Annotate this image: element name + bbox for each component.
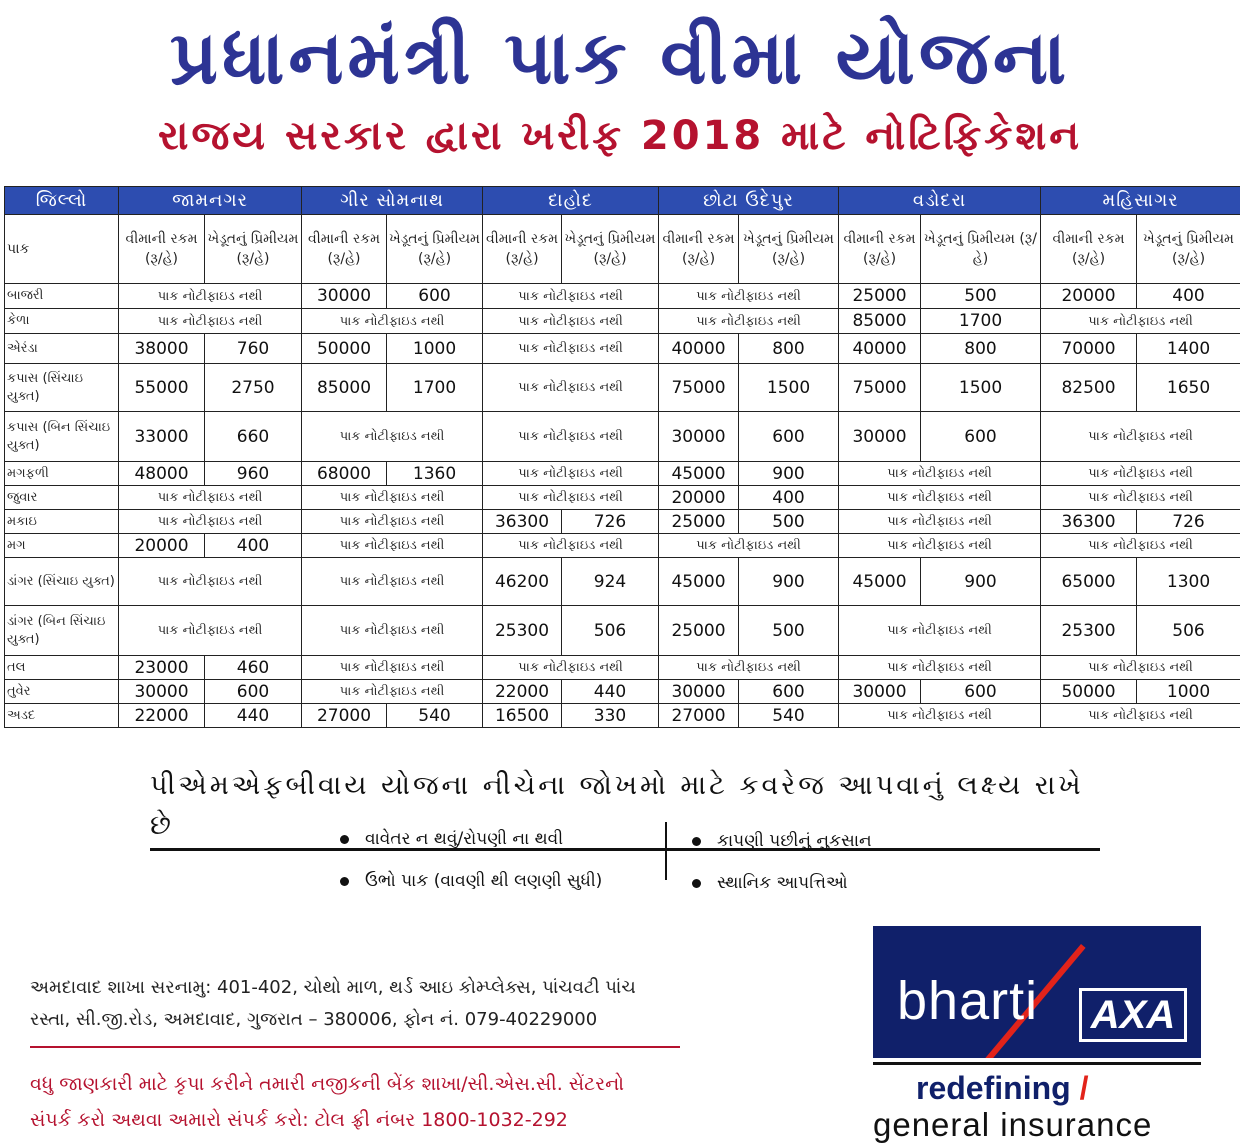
tagline-redefining: redefining / (916, 1070, 1089, 1106)
not-notified-cell: પાક નોટીફાઇડ નથી (302, 309, 483, 334)
value-cell: 33000 (119, 412, 205, 462)
not-notified-cell: પાક નોટીફાઇડ નથી (483, 462, 659, 486)
value-cell: 600 (205, 680, 302, 704)
value-cell: 1360 (387, 462, 483, 486)
value-cell: 23000 (119, 656, 205, 680)
not-notified-cell: પાક નોટીફાઇડ નથી (483, 284, 659, 309)
table-row (5, 606, 1240, 656)
table-row (5, 656, 1240, 680)
crop-name: એરંડા (5, 334, 119, 364)
premium-header: ખેડૂતનું પ્રિમીયમ (રૂ/હે) (205, 215, 302, 284)
value-cell: 30000 (839, 680, 921, 704)
not-notified-cell: પાક નોટીફાઇડ નથી (839, 606, 1041, 656)
not-notified-cell: પાક નોટીફાઇડ નથી (119, 284, 302, 309)
logo-bharti-text: bharti (897, 971, 1039, 1031)
district-dahod: દાહોદ (483, 187, 659, 215)
value-cell: 85000 (839, 309, 921, 334)
not-notified-cell: પાક નોટીફાઇડ નથી (483, 656, 659, 680)
sum-insured-header: વીમાની રકમ (રૂ/હે) (119, 215, 205, 284)
value-cell: 600 (387, 284, 483, 309)
not-notified-cell: પાક નોટીફાઇડ નથી (839, 510, 1041, 534)
value-cell: 36300 (1041, 510, 1137, 534)
contact-info: વધુ જાણકારી માટે કૃપા કરીને તમારી નજીકની બેંક શાખા/સી.એસ.સી. સેંટરનો સંપર્ક કરો અથવા અમારો સંપર્ક કરો: ટોલ ફ્રી નંબર 1800-1032-292 (30, 1073, 624, 1131)
table-row (5, 412, 1240, 462)
not-notified-cell: પાક નોટીફાઇડ નથી (302, 486, 483, 510)
value-cell: 55000 (119, 364, 205, 412)
not-notified-cell: પાક નોટીફાઇડ નથી (1041, 309, 1240, 334)
value-cell: 600 (739, 412, 839, 462)
value-cell: 70000 (1041, 334, 1137, 364)
not-notified-cell: પાક નોટીફાઇડ નથી (483, 534, 659, 558)
not-notified-cell: પાક નોટીફાઇડ નથી (1041, 704, 1240, 728)
district-chhota-udepur: છોટા ઉદેપુર (659, 187, 839, 215)
value-cell: 660 (205, 412, 302, 462)
district-mahisagar: મહિસાગર (1041, 187, 1240, 215)
crop-name: મગફળી (5, 462, 119, 486)
not-notified-cell: પાક નોટીફાઇડ નથી (119, 510, 302, 534)
logo-underline (873, 1062, 1201, 1065)
value-cell: 1650 (1137, 364, 1240, 412)
logo-axa-text: AXA (1079, 988, 1187, 1042)
value-cell: 900 (739, 462, 839, 486)
crop-name: મકાઇ (5, 510, 119, 534)
value-cell: 50000 (1041, 680, 1137, 704)
table-row (5, 534, 1240, 558)
tagline-general-insurance: general insurance (873, 1106, 1153, 1143)
value-cell: 1700 (921, 309, 1041, 334)
value-cell: 20000 (1041, 284, 1137, 309)
value-cell: 36300 (483, 510, 562, 534)
district-gir-somnath: ગીર સોમનાથ (302, 187, 483, 215)
not-notified-cell: પાક નોટીફાઇડ નથી (483, 309, 659, 334)
premium-header: ખેડૂતનું પ્રિમીયમ (રૂ/હે) (562, 215, 659, 284)
district-vadodara: વડોદરા (839, 187, 1041, 215)
not-notified-cell: પાક નોટીફાઇડ નથી (659, 284, 839, 309)
bharti-axa-logo (873, 926, 1201, 1058)
not-notified-cell: પાક નોટીફાઇડ નથી (119, 606, 302, 656)
value-cell: 1700 (387, 364, 483, 412)
value-cell: 330 (562, 704, 659, 728)
not-notified-cell: પાક નોટીફાઇડ નથી (483, 486, 659, 510)
coverage-divider (665, 822, 667, 880)
district-jamnagar: જામનગર (119, 187, 302, 215)
subheader-row (5, 215, 1240, 284)
value-cell: 25000 (659, 510, 739, 534)
value-cell: 506 (1137, 606, 1240, 656)
table-row (5, 486, 1240, 510)
value-cell: 440 (205, 704, 302, 728)
crop-name: કપાસ (બિન સિંચાઇ યુક્ત) (5, 412, 119, 462)
premium-header: ખેડૂતનું પ્રિમીયમ (રૂ/હે) (739, 215, 839, 284)
crop-name: કેળા (5, 309, 119, 334)
sum-insured-header: વીમાની રકમ (રૂ/હે) (659, 215, 739, 284)
value-cell: 2750 (205, 364, 302, 412)
table-row (5, 680, 1240, 704)
value-cell: 1400 (1137, 334, 1240, 364)
not-notified-cell: પાક નોટીફાઇડ નથી (1041, 486, 1240, 510)
not-notified-cell: પાક નોટીફાઇડ નથી (1041, 412, 1240, 462)
bullet-icon (692, 837, 701, 846)
page-subtitle: રાજય સરકાર દ્વારા ખરીફ 2018 માટે નોટિફિકેશન (157, 113, 1083, 159)
value-cell: 48000 (119, 462, 205, 486)
table-row (5, 558, 1240, 606)
not-notified-cell: પાક નોટીફાઇડ નથી (839, 534, 1041, 558)
coverage-item: ઉભો પાક (વાવણી થી લણણી સુધી) (340, 860, 660, 902)
not-notified-cell: પાક નોટીફાઇડ નથી (302, 412, 483, 462)
coverage-list-left (340, 818, 660, 902)
value-cell: 1500 (739, 364, 839, 412)
value-cell: 800 (921, 334, 1041, 364)
value-cell: 38000 (119, 334, 205, 364)
premium-header: ખેડૂતનું પ્રિમીયમ (રૂ/હે) (387, 215, 483, 284)
value-cell: 20000 (119, 534, 205, 558)
not-notified-cell: પાક નોટીફાઇડ નથી (302, 606, 483, 656)
value-cell: 27000 (659, 704, 739, 728)
table-row (5, 462, 1240, 486)
not-notified-cell: પાક નોટીફાઇડ નથી (483, 412, 659, 462)
footer-divider (30, 1046, 680, 1048)
value-cell: 400 (1137, 284, 1240, 309)
value-cell: 900 (921, 558, 1041, 606)
coverage-item: કાપણી પછીનું નુકસાન (692, 820, 992, 862)
bullet-icon (340, 835, 349, 844)
not-notified-cell: પાક નોટીફાઇડ નથી (839, 462, 1041, 486)
not-notified-cell: પાક નોટીફાઇડ નથી (1041, 656, 1240, 680)
not-notified-cell: પાક નોટીફાઇડ નથી (119, 309, 302, 334)
value-cell: 65000 (1041, 558, 1137, 606)
value-cell: 1000 (387, 334, 483, 364)
sum-insured-header: વીમાની રકમ (રૂ/હે) (483, 215, 562, 284)
table-row (5, 364, 1240, 412)
bullet-icon (340, 877, 349, 886)
value-cell: 540 (739, 704, 839, 728)
value-cell: 45000 (659, 462, 739, 486)
district-header-row (5, 187, 1240, 215)
value-cell: 85000 (302, 364, 387, 412)
premium-table (4, 186, 1240, 728)
value-cell: 460 (205, 656, 302, 680)
corner-cell: જિલ્લો (5, 187, 119, 215)
value-cell: 40000 (839, 334, 921, 364)
not-notified-cell: પાક નોટીફાઇડ નથી (302, 656, 483, 680)
premium-header: ખેડૂતનું પ્રિમીયમ (રૂ/હે) (1137, 215, 1240, 284)
value-cell: 22000 (483, 680, 562, 704)
value-cell: 400 (205, 534, 302, 558)
not-notified-cell: પાક નોટીફાઇડ નથી (302, 510, 483, 534)
crop-name: બાજરી (5, 284, 119, 309)
crop-name: અડદ (5, 704, 119, 728)
value-cell: 400 (739, 486, 839, 510)
value-cell: 16500 (483, 704, 562, 728)
not-notified-cell: પાક નોટીફાઇડ નથી (839, 656, 1041, 680)
value-cell: 1300 (1137, 558, 1240, 606)
premium-header: ખેડૂતનું પ્રિમીયમ (રૂ/હે) (921, 215, 1041, 284)
value-cell: 500 (921, 284, 1041, 309)
crop-header: પાક (5, 215, 119, 284)
sum-insured-header: વીમાની રકમ (રૂ/હે) (302, 215, 387, 284)
sum-insured-header: વીમાની રકમ (રૂ/હે) (839, 215, 921, 284)
value-cell: 30000 (659, 412, 739, 462)
not-notified-cell: પાક નોટીફાઇડ નથી (302, 680, 483, 704)
value-cell: 30000 (839, 412, 921, 462)
value-cell: 25000 (839, 284, 921, 309)
not-notified-cell: પાક નોટીફાઇડ નથી (483, 334, 659, 364)
value-cell: 600 (739, 680, 839, 704)
value-cell: 500 (739, 606, 839, 656)
crop-name: મગ (5, 534, 119, 558)
not-notified-cell: પાક નોટીફાઇડ નથી (659, 656, 839, 680)
value-cell: 20000 (659, 486, 739, 510)
value-cell: 46200 (483, 558, 562, 606)
value-cell: 900 (739, 558, 839, 606)
coverage-item: વાવેતર ન થવું/રોપણી ના થવી (340, 818, 660, 860)
value-cell: 924 (562, 558, 659, 606)
value-cell: 30000 (302, 284, 387, 309)
crop-name: તુવેર (5, 680, 119, 704)
coverage-title: પીએમએફબીવાય યોજના નીચેના જોખમો માટે કવરેજ આપવાનું લક્ષ્ય રાખે છે (150, 766, 1100, 851)
value-cell: 45000 (659, 558, 739, 606)
value-cell: 800 (739, 334, 839, 364)
not-notified-cell: પાક નોટીફાઇડ નથી (839, 704, 1041, 728)
value-cell: 40000 (659, 334, 739, 364)
value-cell: 25300 (1041, 606, 1137, 656)
bullet-icon (692, 879, 701, 888)
not-notified-cell: પાક નોટીફાઇડ નથી (119, 558, 302, 606)
value-cell: 600 (921, 412, 1041, 462)
sum-insured-header: વીમાની રકમ (રૂ/હે) (1041, 215, 1137, 284)
value-cell: 25000 (659, 606, 739, 656)
table-row (5, 334, 1240, 364)
not-notified-cell: પાક નોટીફાઇડ નથી (302, 558, 483, 606)
not-notified-cell: પાક નોટીફાઇડ નથી (839, 486, 1041, 510)
crop-name: જુવાર (5, 486, 119, 510)
value-cell: 75000 (659, 364, 739, 412)
value-cell: 30000 (659, 680, 739, 704)
crop-name: ડાંગર (સિંચાઇ યુક્ત) (5, 558, 119, 606)
value-cell: 726 (562, 510, 659, 534)
value-cell: 30000 (119, 680, 205, 704)
coverage-item: સ્થાનિક આપત્તિઓ (692, 862, 992, 904)
table-row (5, 309, 1240, 334)
value-cell: 600 (921, 680, 1041, 704)
value-cell: 82500 (1041, 364, 1137, 412)
value-cell: 500 (739, 510, 839, 534)
not-notified-cell: પાક નોટીફાઇડ નથી (483, 364, 659, 412)
value-cell: 440 (562, 680, 659, 704)
value-cell: 75000 (839, 364, 921, 412)
not-notified-cell: પાક નોટીફાઇડ નથી (119, 486, 302, 510)
not-notified-cell: પાક નોટીફાઇડ નથી (1041, 462, 1240, 486)
not-notified-cell: પાક નોટીફાઇડ નથી (1041, 534, 1240, 558)
page-title: પ્રધાનમંત્રી પાક વીમા યોજના (169, 15, 1071, 101)
not-notified-cell: પાક નોટીફાઇડ નથી (659, 309, 839, 334)
crop-name: તલ (5, 656, 119, 680)
table-row (5, 284, 1240, 309)
crop-name: ડાંગર (બિન સિંચાઇ યુક્ત) (5, 606, 119, 656)
value-cell: 22000 (119, 704, 205, 728)
value-cell: 50000 (302, 334, 387, 364)
branch-address: અમદાવાદ શાખા સરનામુ: 401-402, ચોથો માળ, થર્ડ આઇ કોમ્પ્લેક્સ, પાંચવટી પાંચ રસ્તા, સી.જી.રોડ, અમદાવાદ, ગુજરાત – 380006, ફોન નં. 079-40229000 (30, 977, 636, 1030)
coverage-list-right (692, 820, 992, 904)
value-cell: 726 (1137, 510, 1240, 534)
value-cell: 45000 (839, 558, 921, 606)
crop-name: કપાસ (સિંચાઇ યુક્ત) (5, 364, 119, 412)
table-row (5, 510, 1240, 534)
value-cell: 760 (205, 334, 302, 364)
value-cell: 27000 (302, 704, 387, 728)
value-cell: 960 (205, 462, 302, 486)
value-cell: 1500 (921, 364, 1041, 412)
value-cell: 25300 (483, 606, 562, 656)
value-cell: 540 (387, 704, 483, 728)
not-notified-cell: પાક નોટીફાઇડ નથી (302, 534, 483, 558)
value-cell: 506 (562, 606, 659, 656)
not-notified-cell: પાક નોટીફાઇડ નથી (659, 534, 839, 558)
table-row (5, 704, 1240, 728)
value-cell: 68000 (302, 462, 387, 486)
value-cell: 1000 (1137, 680, 1240, 704)
